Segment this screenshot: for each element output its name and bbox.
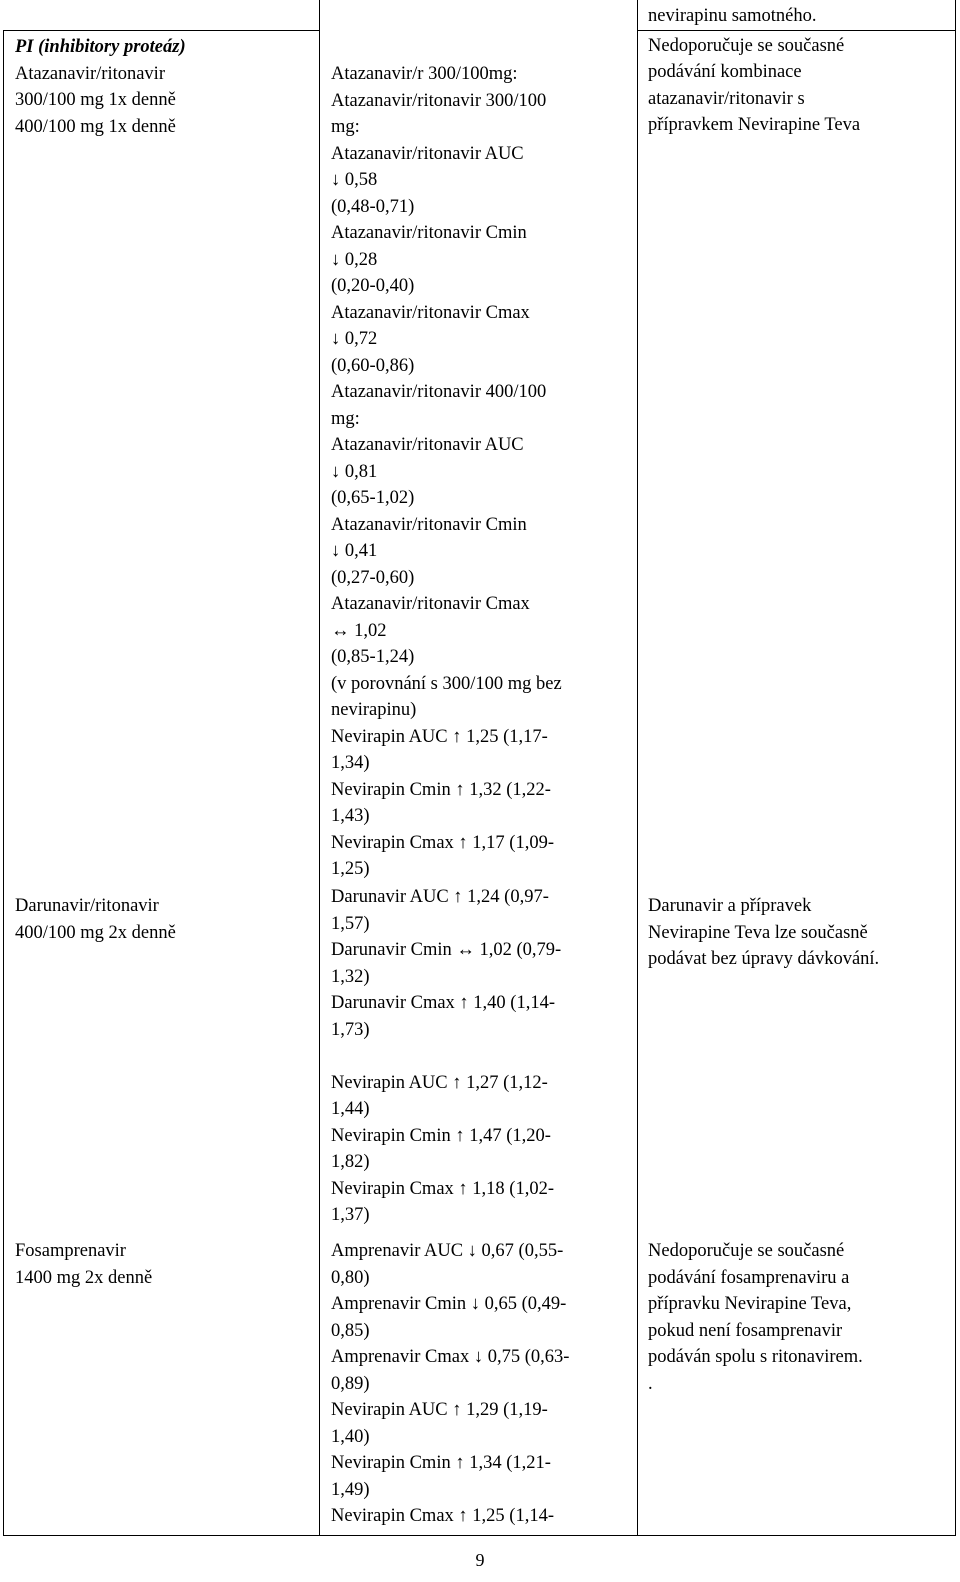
row-darunavir-effect-cell	[320, 882, 637, 1229]
row-atazanavir-recommendation-cell	[637, 1, 955, 139]
recommendation-line: Nedoporučuje se současné	[648, 35, 845, 56]
effect-line: Nevirapin Cmax ↑ 1,17 (1,09-	[331, 832, 554, 853]
section-header-pi: PI (inhibitory proteáz)	[15, 37, 186, 57]
effect-line: Nevirapin AUC ↑ 1,27 (1,12-	[331, 1072, 548, 1093]
drug-dose: 1400 mg 2x denně	[15, 1267, 153, 1288]
recommendation-line: Nevirapine Teva lze současně	[648, 922, 868, 943]
effect-line: 1,43)	[331, 806, 370, 826]
effect-line: 1,44)	[331, 1099, 370, 1119]
effect-line: 1,57)	[331, 913, 370, 934]
effect-line: ↓ 0,72	[331, 329, 378, 349]
recommendation-line: podávat bez úpravy dávkování.	[648, 949, 880, 969]
spacer	[331, 1043, 637, 1070]
effect-line: Atazanavir/ritonavir 400/100	[331, 382, 547, 402]
effect-line: Atazanavir/ritonavir AUC	[331, 435, 524, 455]
recommendation-line: podávání kombinace	[648, 62, 802, 82]
table-border-left	[3, 30, 4, 1536]
row-fosamprenavir-effect-cell	[320, 1236, 637, 1530]
effect-line: Nevirapin Cmax ↑ 1,18 (1,02-	[331, 1178, 554, 1199]
effect-line: ↓ 0,28	[331, 249, 378, 270]
effect-line: Amprenavir AUC ↓ 0,67 (0,55-	[331, 1241, 564, 1261]
effect-line: Amprenavir Cmin ↓ 0,65 (0,49-	[331, 1294, 567, 1314]
effect-line: Nevirapin Cmin ↑ 1,47 (1,20-	[331, 1125, 551, 1146]
effect-line: Nevirapin AUC ↑ 1,25 (1,17-	[331, 726, 548, 747]
effect-line: (0,48-0,71)	[331, 196, 415, 217]
effect-line: (0,20-0,40)	[331, 276, 415, 296]
effect-line: 1,73)	[331, 1019, 370, 1040]
effect-line: ↓ 0,81	[331, 461, 378, 482]
table-border-right	[955, 0, 956, 1536]
effect-line: Nevirapin Cmax ↑ 1,25 (1,14-	[331, 1506, 554, 1526]
effect-line: Atazanavir/ritonavir AUC	[331, 143, 524, 164]
effect-line: (0,60-0,86)	[331, 355, 415, 376]
effect-line: 1,32)	[331, 966, 370, 987]
recommendation-line: Darunavir a přípravek	[648, 896, 812, 916]
recommendation-line: atazanavir/ritonavir s	[648, 88, 805, 109]
effect-line: Darunavir Cmin ↔ 1,02 (0,79-	[331, 940, 562, 960]
effect-line: Nevirapin AUC ↑ 1,29 (1,19-	[331, 1400, 548, 1420]
recommendation-line: .	[648, 1373, 653, 1394]
row-fosamprenavir-recommendation-cell	[637, 1236, 955, 1397]
drug-name: Darunavir/ritonavir	[15, 896, 159, 916]
effect-line: 1,25)	[331, 859, 370, 879]
drug-dose: 300/100 mg 1x denně	[15, 90, 176, 110]
effect-line: Atazanavir/ritonavir Cmax	[331, 302, 530, 323]
recommendation-line: podávání fosamprenaviru a	[648, 1267, 850, 1288]
recommendation-line: pokud není fosamprenavir	[648, 1320, 843, 1341]
recommendation-line: podáván spolu s ritonavirem.	[648, 1347, 863, 1367]
effect-line: (v porovnání s 300/100 mg bez	[331, 673, 562, 694]
drug-name: Atazanavir/ritonavir	[15, 63, 165, 84]
effect-line: ↔ 1,02	[331, 620, 387, 641]
effect-line: 1,34)	[331, 753, 370, 773]
effect-line: Atazanavir/ritonavir 300/100	[331, 90, 547, 111]
effect-line: Atazanavir/ritonavir Cmin	[331, 223, 527, 243]
row-fosamprenavir-drug-cell	[3, 1236, 319, 1291]
effect-line: mg:	[331, 117, 360, 137]
effect-line: (0,65-1,02)	[331, 488, 415, 508]
row-atazanavir-effect-cell	[320, 59, 637, 883]
effect-line: 0,85)	[331, 1320, 370, 1341]
effect-line: ↓ 0,58	[331, 170, 378, 190]
page-number: 9	[475, 1550, 485, 1570]
effect-line: 1,82)	[331, 1152, 370, 1172]
row-atazanavir-drug-cell	[3, 32, 319, 140]
effect-line: Nevirapin Cmin ↑ 1,34 (1,21-	[331, 1453, 551, 1473]
effect-line: (0,27-0,60)	[331, 567, 415, 588]
effect-line: 0,89)	[331, 1373, 370, 1394]
effect-line: 1,37)	[331, 1205, 370, 1225]
recommendation-line: přípravku Nevirapine Teva,	[648, 1294, 852, 1314]
table-border-bottom	[3, 1535, 956, 1536]
effect-line: (0,85-1,24)	[331, 647, 415, 667]
row-darunavir-recommendation-cell	[637, 891, 955, 973]
table-border-top-left	[3, 30, 320, 31]
effect-line: ↓ 0,41	[331, 541, 378, 561]
recommendation-line: Nedoporučuje se současné	[648, 1241, 845, 1261]
drug-dose: 400/100 mg 2x denně	[15, 922, 176, 943]
effect-line: mg:	[331, 408, 360, 429]
effect-line: Atazanavir/r 300/100mg:	[331, 64, 518, 84]
effect-line: Darunavir AUC ↑ 1,24 (0,97-	[331, 887, 549, 907]
effect-line: Nevirapin Cmin ↑ 1,32 (1,22-	[331, 779, 551, 800]
row-darunavir-drug-cell	[3, 891, 319, 946]
effect-line: Darunavir Cmax ↑ 1,40 (1,14-	[331, 993, 556, 1013]
drug-dose: 400/100 mg 1x denně	[15, 116, 176, 137]
effect-line: nevirapinu)	[331, 700, 417, 720]
drug-name: Fosamprenavir	[15, 1241, 126, 1261]
effect-line: Atazanavir/ritonavir Cmax	[331, 594, 530, 614]
effect-line: 1,40)	[331, 1426, 370, 1447]
recommendation-line: přípravkem Nevirapine Teva	[648, 115, 861, 135]
effect-line: Atazanavir/ritonavir Cmin	[331, 514, 527, 535]
effect-line: 1,49)	[331, 1479, 370, 1500]
recommendation-line: nevirapinu samotného.	[648, 6, 817, 26]
effect-line: 0,80)	[331, 1267, 370, 1288]
effect-line: Amprenavir Cmax ↓ 0,75 (0,63-	[331, 1347, 570, 1367]
